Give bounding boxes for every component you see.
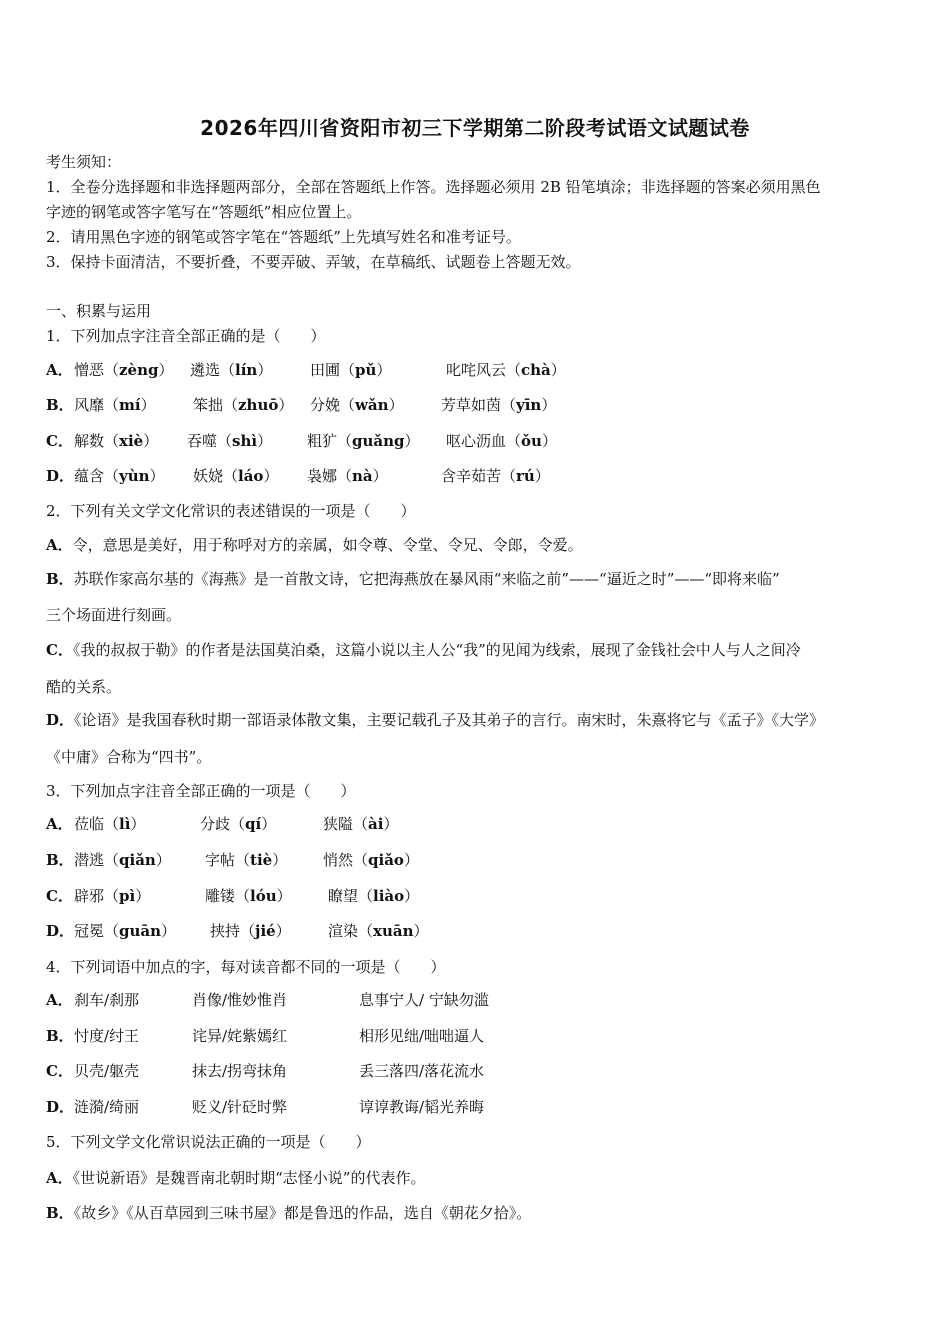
q3-option-b-item-2: 字帖（tiè） — [205, 851, 288, 869]
q4-option-c-item-3: 丢三落四/落花流水 — [359, 1062, 485, 1080]
q1-option-b-item-4: 芳草如茵（yīn） — [441, 396, 557, 414]
q4-option-d-item-3: 谆谆教诲/韬光养晦 — [359, 1098, 485, 1116]
pinyin: láo — [238, 467, 264, 485]
pinyin: yùn — [119, 467, 150, 485]
option-letter: C． — [46, 641, 73, 659]
section-heading: 一、积累与运用 — [46, 302, 152, 320]
q4-option-b-item-2: 诧异/姹紫嫣红 — [192, 1027, 288, 1045]
q3-option-a-label: A． — [46, 815, 73, 833]
pinyin: qiǎn — [119, 851, 156, 869]
pinyin: nà — [352, 467, 373, 485]
q2-option-c-line-2: 酷的关系。 — [46, 678, 122, 696]
q1-option-c-item-3: 粗犷（guǎng） — [307, 432, 420, 450]
q1-option-a-item-1: 憎恶（zèng） — [74, 361, 174, 379]
pinyin: guān — [119, 922, 162, 940]
q4-option-d-label: D． — [46, 1098, 75, 1116]
q3-option-c-item-1: 辟邪（pì） — [74, 887, 151, 905]
q1-option-c-item-2: 吞噬（shì） — [187, 432, 273, 450]
pinyin: zèng — [119, 361, 159, 379]
pinyin: mí — [119, 396, 141, 414]
q4-option-a-item-3: 息事宁人/ 宁缺勿滥 — [359, 991, 489, 1009]
pinyin: ǒu — [521, 432, 542, 450]
q4-option-b-label: B． — [46, 1027, 74, 1045]
q1-option-c-item-1: 解数（xiè） — [74, 432, 159, 450]
pinyin: rú — [516, 467, 535, 485]
notice-line-1b: 字迹的钢笔或答字笔写在“答题纸”相应位置上。 — [46, 203, 362, 221]
q1-option-d-item-4: 含辛茹苦（rú） — [441, 467, 550, 485]
q1-option-a-item-3: 田圃（pǔ） — [310, 361, 392, 379]
pinyin: lín — [235, 361, 258, 379]
q4-option-a-label: A． — [46, 991, 73, 1009]
pinyin: qiǎo — [368, 851, 404, 869]
q1-option-a-item-4: 叱咤风云（chà） — [446, 361, 566, 379]
q3-option-b-item-3: 悄然（qiǎo） — [323, 851, 419, 869]
q1-option-d-item-2: 妖娆（láo） — [193, 467, 279, 485]
notice-heading: 考生须知： — [46, 153, 122, 171]
pinyin: pì — [119, 887, 136, 905]
pinyin: liào — [373, 887, 405, 905]
pinyin: lóu — [250, 887, 277, 905]
pinyin: lì — [119, 815, 131, 833]
q1-option-c-item-4: 呕心沥血（ǒu） — [446, 432, 557, 450]
option-letter: A． — [46, 536, 73, 554]
q5-option-b: B．《故乡》《从百草园到三味书屋》都是鲁迅的作品，选自《朝花夕拾》。 — [46, 1204, 532, 1222]
q5-option-a: A．《世说新语》是魏晋南北朝时期“志怪小说”的代表作。 — [46, 1169, 426, 1187]
q2-option-d-line-1: D．《论语》是我国春秋时期一部语录体散文集，主要记载孔子及其弟子的言行。南宋时，朱熹将它与《孟子》《大学》 — [46, 711, 825, 729]
option-letter: A． — [46, 1169, 73, 1187]
notice-line-3: 3．保持卡面清洁，不要折叠，不要弄破、弄皱，在草稿纸、试题卷上答题无效。 — [46, 253, 581, 271]
q3-option-a-item-3: 狭隘（ài） — [323, 815, 399, 833]
pinyin: qí — [245, 815, 262, 833]
question-3-stem: 3．下列加点字注音全部正确的一项是（ ） — [46, 782, 356, 800]
q2-option-a: A．令，意思是美好，用于称呼对方的亲属，如令尊、令堂、令兄、令郎，令爱。 — [46, 536, 583, 554]
q2-option-b-line-2: 三个场面进行刻画。 — [46, 606, 182, 624]
q1-option-b-label: B． — [46, 396, 74, 414]
q4-option-c-label: C． — [46, 1062, 73, 1080]
pinyin: shì — [232, 432, 258, 450]
q3-option-b-label: B． — [46, 851, 74, 869]
page-title: 2026年四川省资阳市初三下学期第二阶段考试语文试题试卷 — [200, 116, 750, 140]
q1-option-d-item-3: 袅娜（nà） — [307, 467, 388, 485]
q1-option-b-item-3: 分娩（wǎn） — [310, 396, 404, 414]
question-2-stem: 2．下列有关文学文化常识的表述错误的一项是（ ） — [46, 502, 416, 520]
option-letter: B． — [46, 570, 74, 588]
q3-option-d-item-2: 挟持（jié） — [210, 922, 291, 940]
q3-option-c-item-3: 瞭望（liào） — [328, 887, 420, 905]
notice-line-2: 2．请用黑色字迹的钢笔或答字笔在“答题纸”上先填写姓名和准考证号。 — [46, 228, 521, 246]
q3-option-c-label: C． — [46, 887, 73, 905]
pinyin: yīn — [516, 396, 542, 414]
pinyin: chà — [521, 361, 551, 379]
question-4-stem: 4．下列词语中加点的字，每对读音都不同的一项是（ ） — [46, 958, 446, 976]
q4-option-a-item-1: 刹车/刹那 — [74, 991, 140, 1009]
q1-option-a-label: A． — [46, 361, 73, 379]
q2-option-b-line-1: B．苏联作家高尔基的《海燕》是一首散文诗，它把海燕放在暴风雨“来临之前”——“逼近之时”——“即将来临” — [46, 570, 780, 588]
q3-option-d-item-1: 冠冕（guān） — [74, 922, 177, 940]
q1-option-b-item-2: 笨拙（zhuō） — [193, 396, 294, 414]
pinyin: xiè — [119, 432, 144, 450]
q2-option-d-line-2: 《中庸》合称为“四书”。 — [46, 748, 212, 766]
q3-option-d-label: D． — [46, 922, 75, 940]
q1-option-b-item-1: 风靡（mí） — [74, 396, 156, 414]
q1-option-d-label: D． — [46, 467, 75, 485]
pinyin: guǎng — [352, 432, 405, 450]
q1-option-c-label: C． — [46, 432, 73, 450]
pinyin: xuān — [373, 922, 414, 940]
q4-option-d-item-2: 贬义/针砭时弊 — [192, 1098, 288, 1116]
pinyin: tiè — [250, 851, 273, 869]
option-letter: D． — [46, 711, 75, 729]
pinyin: jié — [255, 922, 276, 940]
pinyin: wǎn — [355, 396, 389, 414]
q1-option-d-item-1: 蕴含（yùn） — [74, 467, 165, 485]
q4-option-c-item-1: 贝壳/躯壳 — [74, 1062, 140, 1080]
q3-option-a-item-1: 莅临（lì） — [74, 815, 146, 833]
q4-option-b-item-1: 忖度/纣王 — [74, 1027, 140, 1045]
q4-option-d-item-1: 涟漪/绮丽 — [74, 1098, 140, 1116]
notice-line-1a: 1．全卷分选择题和非选择题两部分，全部在答题纸上作答。选择题必须用 2B 铅笔填涂；非选择题的答案必须用黑色 — [46, 178, 821, 196]
option-letter: B． — [46, 1204, 74, 1222]
q4-option-a-item-2: 肖像/惟妙惟肖 — [192, 991, 288, 1009]
q3-option-b-item-1: 潜逃（qiǎn） — [74, 851, 171, 869]
q1-option-a-item-2: 遴选（lín） — [190, 361, 273, 379]
question-5-stem: 5．下列文学文化常识说法正确的一项是（ ） — [46, 1133, 371, 1151]
q3-option-d-item-3: 渲染（xuān） — [328, 922, 429, 940]
q3-option-a-item-2: 分歧（qí） — [200, 815, 277, 833]
q3-option-c-item-2: 雕镂（lóu） — [205, 887, 292, 905]
pinyin: ài — [368, 815, 384, 833]
question-1-stem: 1．下列加点字注音全部正确的是（ ） — [46, 327, 326, 345]
q4-option-c-item-2: 抹去/拐弯抹角 — [192, 1062, 288, 1080]
q2-option-c-line-1: C．《我的叔叔于勒》的作者是法国莫泊桑，这篇小说以主人公“我”的见闻为线索，展现了金钱社会中人与人之间冷 — [46, 641, 801, 659]
pinyin: pǔ — [355, 361, 377, 379]
q4-option-b-item-3: 相形见绌/咄咄逼人 — [359, 1027, 485, 1045]
pinyin: zhuō — [238, 396, 279, 414]
